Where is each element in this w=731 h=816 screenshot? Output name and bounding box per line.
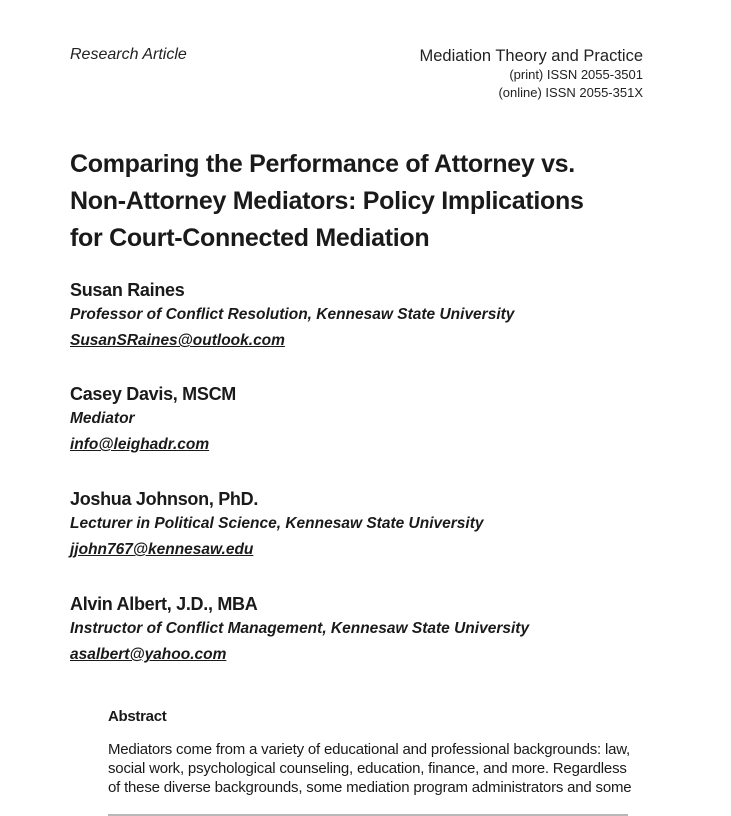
author-block: [70, 382, 236, 458]
title-line: for Court-Connected Mediation: [70, 224, 430, 252]
abstract-line: Mediators come from a variety of educational and professional backgrounds: law,: [108, 741, 630, 758]
abstract-heading: Abstract: [108, 708, 167, 725]
issn-online: (online) ISSN 2055-351X: [498, 85, 643, 100]
abstract-line-clipped: [108, 797, 648, 816]
issn-print: (print) ISSN 2055-3501: [509, 67, 643, 82]
abstract-body: [108, 740, 648, 816]
article-type-label: Research Article: [70, 46, 187, 63]
author-block: [70, 487, 484, 563]
paper-title: [70, 146, 584, 257]
title-line: Non-Attorney Mediators: Policy Implications: [70, 187, 584, 215]
author-email-link[interactable]: asalbert@yahoo.com: [70, 646, 227, 663]
author-email-link[interactable]: jjohn767@kennesaw.edu: [70, 541, 254, 558]
author-affiliation: Lecturer in Political Science, Kennesaw State University: [70, 515, 484, 532]
author-name: Susan Raines: [70, 280, 185, 300]
author-block: [70, 278, 514, 354]
author-affiliation: Professor of Conflict Resolution, Kennesaw State University: [70, 306, 515, 323]
abstract-line: of these diverse backgrounds, some mediation program administrators and some: [108, 779, 632, 796]
author-affiliation: Instructor of Conflict Management, Kennesaw State University: [70, 620, 530, 637]
title-line: Comparing the Performance of Attorney vs.: [70, 150, 575, 178]
journal-info: [420, 46, 643, 102]
author-name: Casey Davis, MSCM: [70, 384, 236, 404]
author-block: [70, 592, 529, 668]
author-email-link[interactable]: info@leighadr.com: [70, 436, 210, 453]
journal-name: Mediation Theory and Practice: [419, 47, 643, 65]
author-email-link[interactable]: SusanSRaines@outlook.com: [70, 332, 285, 349]
abstract-line: social work, psychological counseling, education, finance, and more. Regardless: [108, 760, 627, 777]
author-name: Alvin Albert, J.D., MBA: [70, 594, 258, 614]
author-name: Joshua Johnson, PhD.: [70, 489, 259, 509]
author-affiliation: Mediator: [70, 410, 135, 427]
